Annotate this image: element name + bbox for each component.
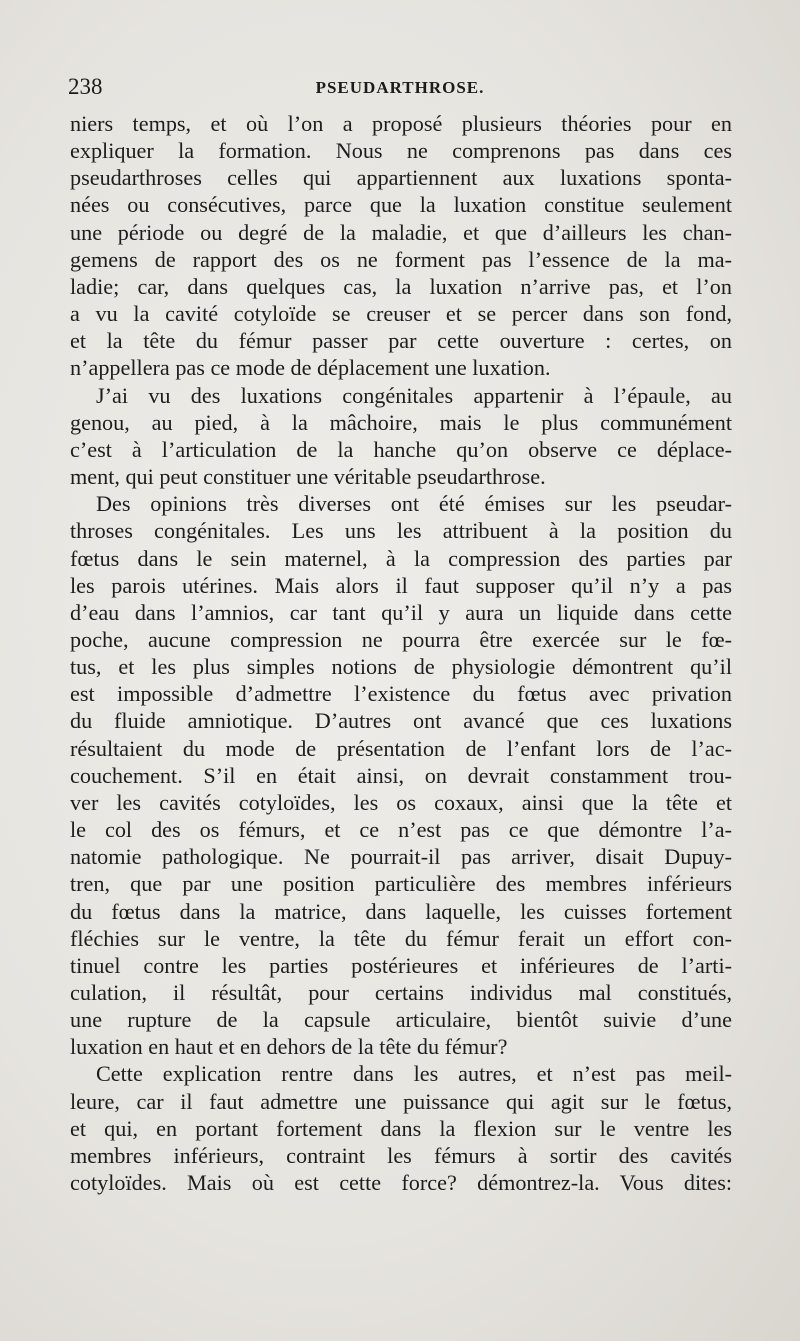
text-line: d’eau dans l’amnios, car tant qu’il y aura un liquide dans cette <box>70 599 732 625</box>
paragraph-start-line: Des opinions très diverses ont été émises sur les pseudar- <box>96 491 732 517</box>
text-line: pseudarthroses celles qui appartiennent aux luxations sponta- <box>70 165 732 191</box>
text-line: expliquer la formation. Nous ne comprenons pas dans ces <box>70 138 732 164</box>
page-number: 238 <box>68 74 103 99</box>
text-line: gemens de rapport des os ne forment pas l’essence de la ma- <box>70 246 732 272</box>
body-text <box>70 110 732 1196</box>
text-line: natomie pathologique. Ne pourrait-il pas arriver, disait Dupuy- <box>70 844 732 870</box>
text-line: ladie; car, dans quelques cas, la luxation n’arrive pas, et l’on <box>70 273 732 299</box>
page-header <box>68 74 732 104</box>
text-line: luxation en haut et en dehors de la tête du fémur? <box>70 1034 508 1060</box>
text-line: et la tête du fémur passer par cette ouverture : certes, on <box>70 328 732 354</box>
text-line: le col des os fémurs, et ce n’est pas ce que démontre l’a- <box>70 817 732 843</box>
text-line: les parois utérines. Mais alors il faut supposer qu’il n’y a pas <box>70 572 732 598</box>
text-line: ment, qui peut constituer une véritable pseudarthrose. <box>70 464 546 490</box>
text-line: leure, car il faut admettre une puissance qui agit sur le fœtus, <box>70 1088 732 1114</box>
text-line: c’est à l’articulation de la hanche qu’on observe ce déplace- <box>70 436 732 462</box>
text-line: n’appellera pas ce mode de déplacement une luxation. <box>70 355 551 381</box>
text-line: fléchies sur le ventre, la tête du fémur ferait un effort con- <box>70 925 732 951</box>
text-line: cotyloïdes. Mais où est cette force? démontrez-la. Vous dites: <box>70 1170 732 1196</box>
text-line: tinuel contre les parties postérieures et inférieures de l’arti- <box>70 952 732 978</box>
paragraph-start-line: J’ai vu des luxations congénitales appartenir à l’épaule, au <box>96 382 732 408</box>
paragraph-start-line: Cette explication rentre dans les autres, et n’est pas meil- <box>96 1061 732 1087</box>
text-line: une rupture de la capsule articulaire, bientôt suivie d’une <box>70 1007 732 1033</box>
text-line: et qui, en portant fortement dans la flexion sur le ventre les <box>70 1115 732 1141</box>
text-line: culation, il résultât, pour certains individus mal constitués, <box>70 980 732 1005</box>
text-line: fœtus dans le sein maternel, à la compression des parties par <box>70 545 732 571</box>
text-line: ver les cavités cotyloïdes, les os coxaux, ainsi que la tête et <box>70 789 732 815</box>
text-line: du fœtus dans la matrice, dans laquelle, les cuisses fortement <box>70 898 732 924</box>
text-line: poche, aucune compression ne pourra être exercée sur le fœ- <box>70 626 732 652</box>
text-line: membres inférieurs, contraint les fémurs à sortir des cavités <box>70 1142 732 1168</box>
text-line: tus, et les plus simples notions de physiologie démontrent qu’il <box>70 654 732 680</box>
running-title: PSEUDARTHROSE. <box>315 78 485 97</box>
text-line: résultaient du mode de présentation de l’enfant lors de l’ac- <box>70 735 732 761</box>
text-line: nées ou consécutives, parce que la luxation constitue seulement <box>70 192 732 218</box>
text-line: du fluide amniotique. D’autres ont avancé que ces luxations <box>70 708 732 734</box>
text-line: throses congénitales. Les uns les attribuent à la position du <box>70 518 732 544</box>
text-line: couchement. S’il en était ainsi, on devrait constamment trou- <box>70 762 732 788</box>
text-line: genou, au pied, à la mâchoire, mais le plus communément <box>70 409 732 435</box>
text-line: est impossible d’admettre l’existence du fœtus avec privation <box>70 681 732 707</box>
text-line: une période ou degré de la maladie, et que d’ailleurs les chan- <box>70 219 732 245</box>
text-line: tren, que par une position particulière des membres inférieurs <box>70 871 732 897</box>
text-line: niers temps, et où l’on a proposé plusieurs théories pour en <box>70 111 732 136</box>
text-line: a vu la cavité cotyloïde se creuser et se percer dans son fond, <box>70 301 732 327</box>
